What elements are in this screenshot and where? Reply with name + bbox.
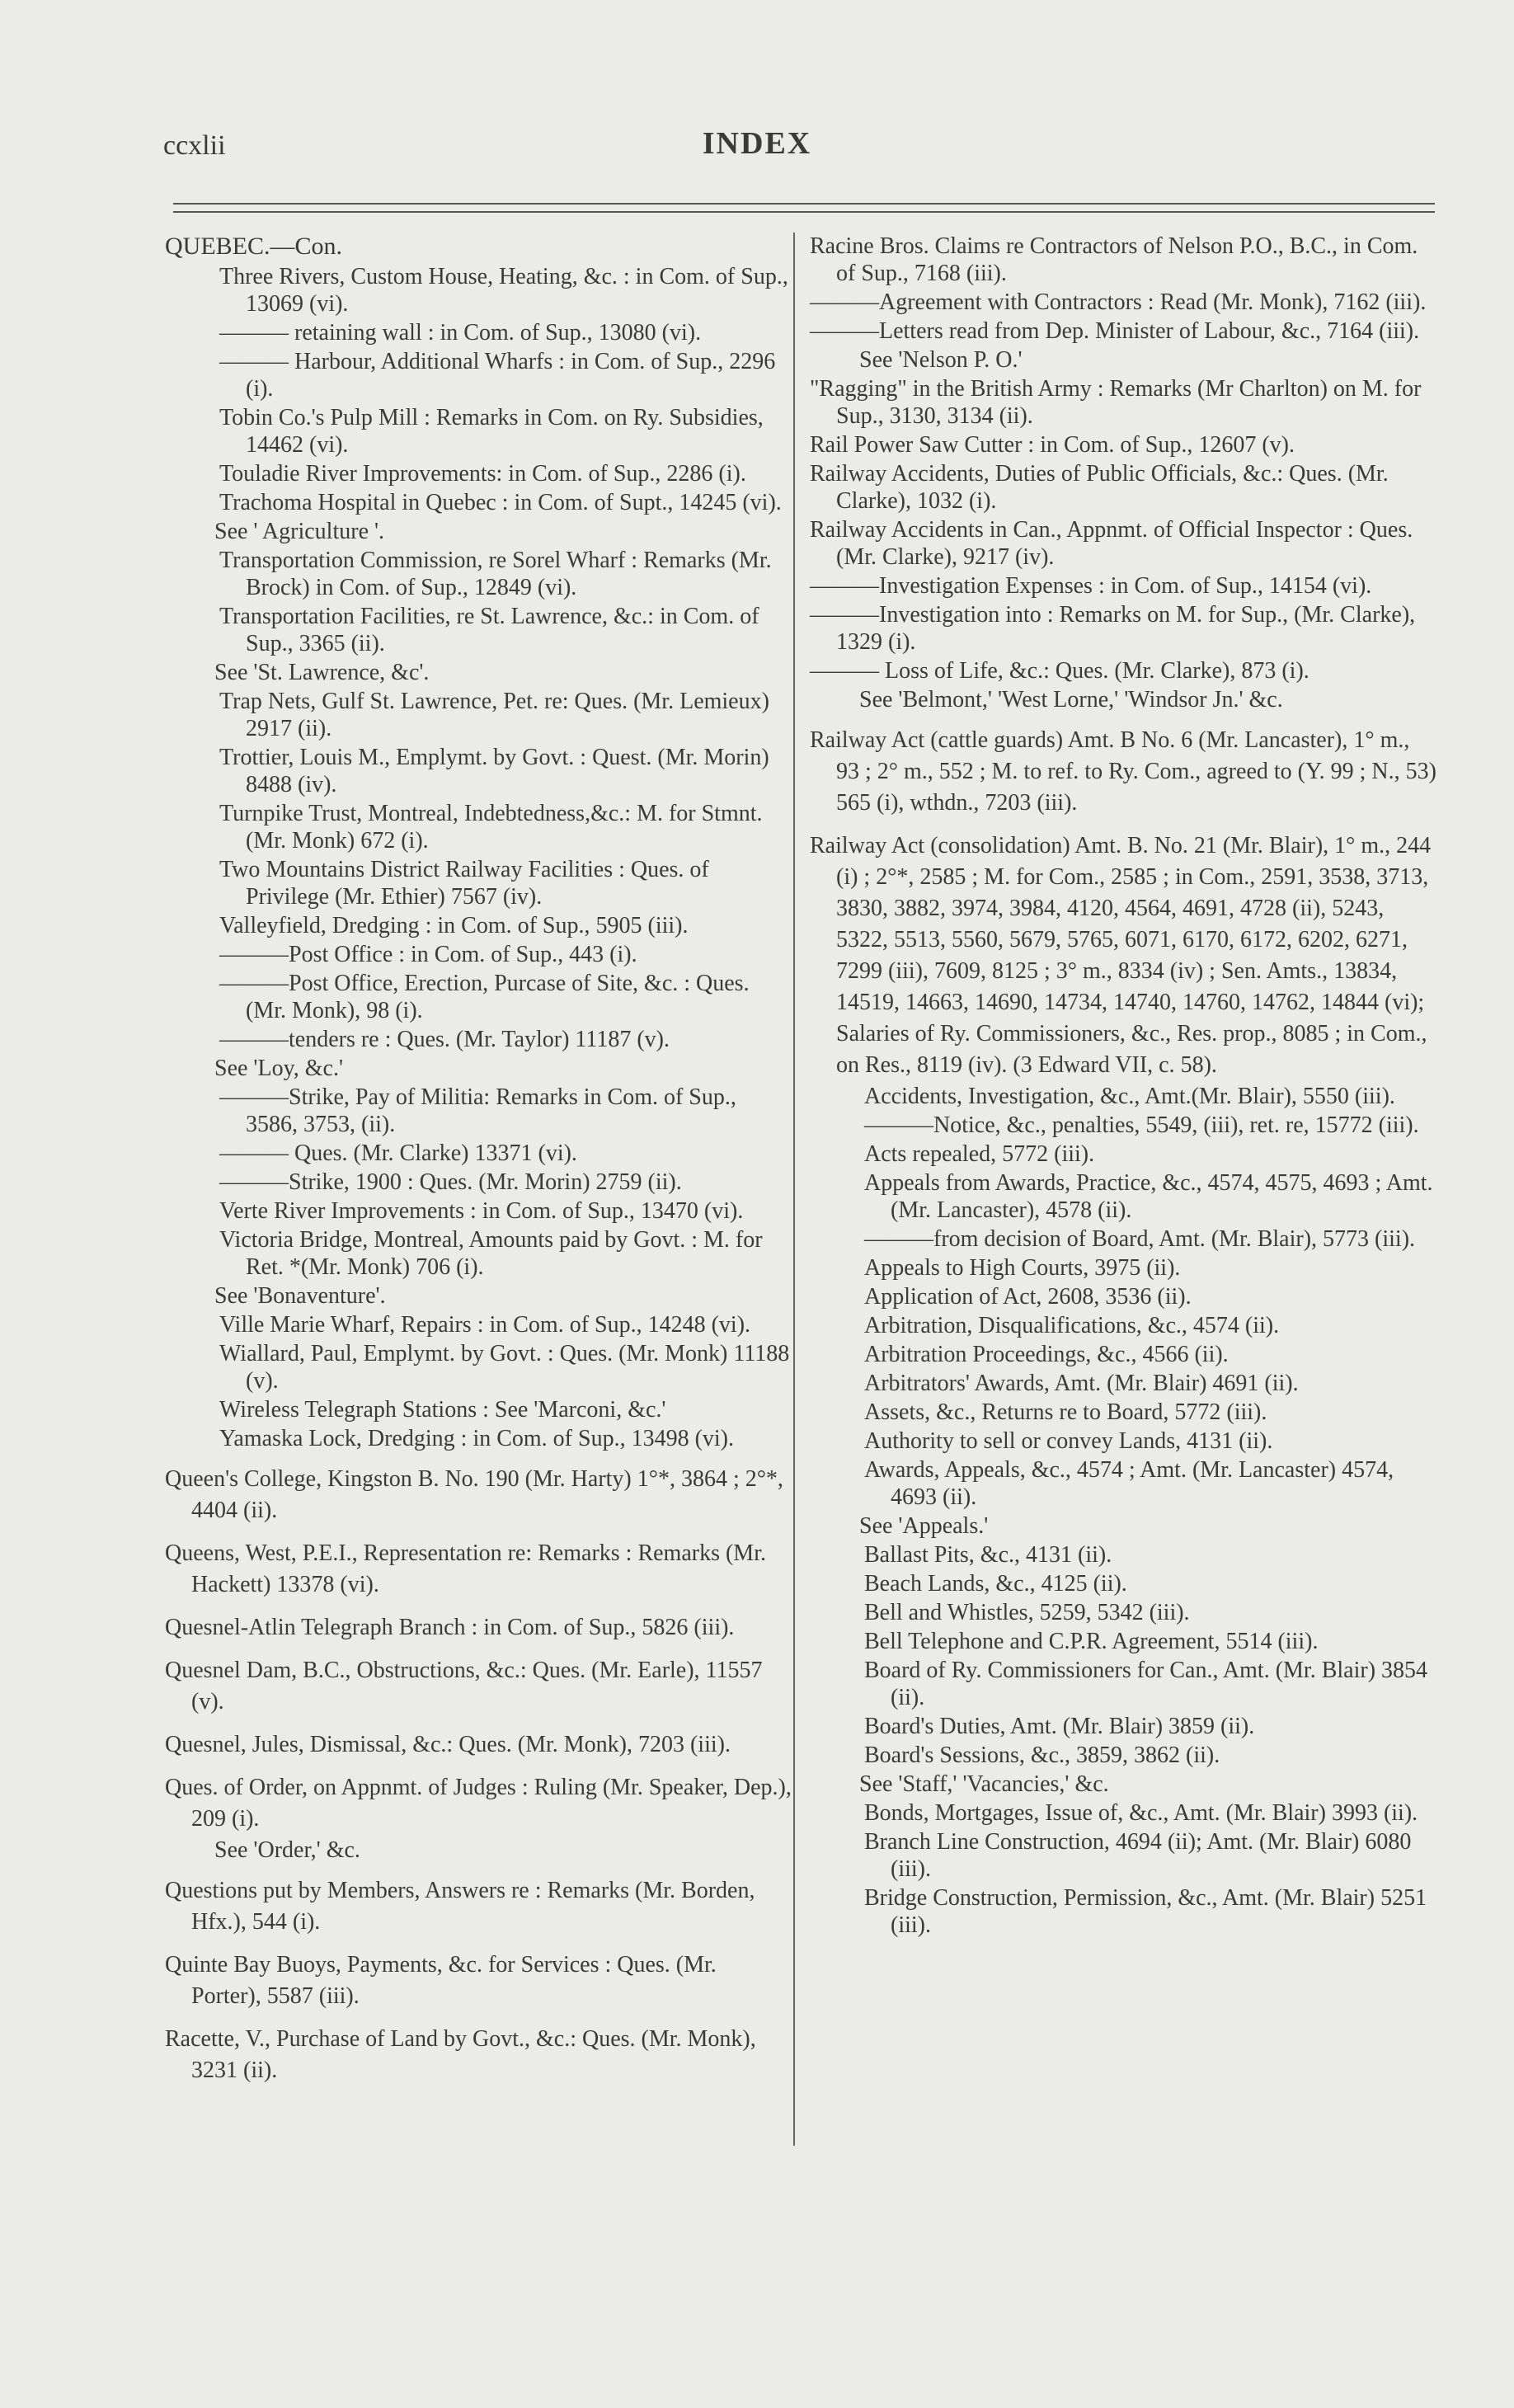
index-entry: ——— Harbour, Additional Wharfs : in Com. of Sup., 2296 (i).: [219, 349, 776, 402]
index-entry: See 'Belmont,' 'West Lorne,' 'Windsor Jn.' &c.: [859, 687, 1283, 713]
index-entry: Queens, West, P.E.I., Representation re: Remarks : Remarks (Mr. Hackett) 13378 (vi).: [165, 1540, 766, 1597]
index-entry: Awards, Appeals, &c., 4574 ; Amt. (Mr. Lancaster) 4574, 4693 (ii).: [864, 1457, 1394, 1510]
index-entry: Verte River Improvements : in Com. of Sup., 13470 (vi).: [219, 1198, 744, 1224]
index-entry: Arbitration Proceedings, &c., 4566 (ii).: [864, 1342, 1229, 1367]
index-entry: Quinte Bay Buoys, Payments, &c. for Services : Ques. (Mr. Porter), 5587 (iii).: [165, 1952, 717, 2009]
index-entry: Bonds, Mortgages, Issue of, &c., Amt. (Mr. Blair) 3993 (ii).: [864, 1800, 1418, 1826]
index-entry: Wiallard, Paul, Emplymt. by Govt. : Ques. (Mr. Monk) 11188 (v).: [219, 1341, 790, 1394]
index-entry: ———Post Office, Erection, Purcase of Site, &c. : Ques. (Mr. Monk), 98 (i).: [219, 971, 750, 1023]
index-entry: See 'Nelson P. O.': [859, 347, 1023, 373]
index-entry: Three Rivers, Custom House, Heating, &c. : in Com. of Sup., 13069 (vi).: [219, 264, 788, 317]
index-entry: Arbitration, Disqualifications, &c., 4574 (ii).: [864, 1313, 1280, 1338]
index-entry: "Ragging" in the British Army : Remarks (Mr Charlton) on M. for Sup., 3130, 3134 (ii).: [810, 376, 1422, 429]
index-entry: QUEBEC.—Con.: [165, 233, 343, 260]
index-entry: Turnpike Trust, Montreal, Indebtedness,&c.: M. for Stmnt. (Mr. Monk) 672 (i).: [219, 801, 763, 854]
index-entry: Branch Line Construction, 4694 (ii); Amt. (Mr. Blair) 6080 (iii).: [864, 1829, 1412, 1882]
index-entry: ———Letters read from Dep. Minister of Labour, &c., 7164 (iii).: [810, 318, 1420, 344]
index-entry: ——— Loss of Life, &c.: Ques. (Mr. Clarke), 873 (i).: [810, 658, 1309, 684]
index-entry: Transportation Commission, re Sorel Wharf : Remarks (Mr. Brock) in Com. of Sup., 12849 (vi).: [219, 548, 772, 600]
index-entry: Trachoma Hospital in Quebec : in Com. of Supt., 14245 (vi).: [219, 490, 782, 515]
index-entry: Wireless Telegraph Stations : See 'Marconi, &c.': [219, 1397, 666, 1423]
index-entry: See 'Bonaventure'.: [214, 1283, 386, 1309]
column-divider: [793, 233, 795, 2146]
index-entry: Yamaska Lock, Dredging : in Com. of Sup., 13498 (vi).: [219, 1426, 734, 1451]
index-entry: Trottier, Louis M., Emplymt. by Govt. : Quest. (Mr. Morin) 8488 (iv).: [219, 745, 769, 797]
index-entry: ———tenders re : Ques. (Mr. Taylor) 11187 (v).: [219, 1027, 670, 1052]
index-entry: Ques. of Order, on Appnmt. of Judges : Ruling (Mr. Speaker, Dep.), 209 (i).: [165, 1775, 792, 1832]
index-entry: Quesnel Dam, B.C., Obstructions, &c.: Ques. (Mr. Earle), 11557 (v).: [165, 1658, 763, 1714]
index-entry: ———Investigation Expenses : in Com. of Sup., 14154 (vi).: [810, 573, 1372, 599]
index-entry: Accidents, Investigation, &c., Amt.(Mr. Blair), 5550 (iii).: [864, 1084, 1395, 1109]
index-entry: Rail Power Saw Cutter : in Com. of Sup., 12607 (v).: [810, 432, 1295, 458]
index-entry: Valleyfield, Dredging : in Com. of Sup., 5905 (iii).: [219, 913, 689, 938]
index-entry: Questions put by Members, Answers re : Remarks (Mr. Borden, Hfx.), 544 (i).: [165, 1878, 755, 1935]
index-entry: Acts repealed, 5772 (iii).: [864, 1141, 1095, 1167]
index-entry: ———from decision of Board, Amt. (Mr. Blair), 5773 (iii).: [864, 1226, 1416, 1252]
index-entry: Quesnel, Jules, Dismissal, &c.: Ques. (Mr. Monk), 7203 (iii).: [165, 1732, 731, 1757]
index-entry: Arbitrators' Awards, Amt. (Mr. Blair) 4691 (ii).: [864, 1371, 1299, 1396]
index-entry: Board's Duties, Amt. (Mr. Blair) 3859 (ii).: [864, 1714, 1255, 1739]
index-entry: ———Agreement with Contractors : Read (Mr. Monk), 7162 (iii).: [810, 289, 1427, 315]
index-entry: ———Strike, Pay of Militia: Remarks in Com. of Sup., 3586, 3753, (ii).: [219, 1084, 736, 1137]
index-entry: Railway Act (consolidation) Amt. B. No. 21 (Mr. Blair), 1° m., 244 (i) ; 2°*, 2585 ; M. for Com., 2585 ; in Com., 2591, 3538, 3713, 3830, 3882, 3974, 3984, 4120, 4564, 4691, 4728 (ii), 5243, 5322, 5513, 5560, 5679, 5765, 6071, 6170, 6172, 6202, 6271, 7299 (iii), 7609, 8125 ; 3° m., 8334 (iv) ; Sen. Amts., 13834, 14519, 14663, 14690, 14734, 14740, 14760, 14762, 14844 (vi); Salaries of Ry. Commissioners, &c., Res. prop., 8085 ; in Com., on Res., 8119 (iv). (3 Edward VII, c. 58).: [810, 833, 1432, 1078]
index-entry: See 'Loy, &c.': [214, 1056, 344, 1081]
index-entry: Touladie River Improvements: in Com. of Sup., 2286 (i).: [219, 461, 746, 487]
index-entry: Two Mountains District Railway Facilities : Ques. of Privilege (Mr. Ethier) 7567 (iv).: [219, 857, 709, 910]
index-entry: ———Strike, 1900 : Ques. (Mr. Morin) 2759 (ii).: [219, 1169, 682, 1195]
index-entry: Appeals to High Courts, 3975 (ii).: [864, 1255, 1181, 1281]
index-entry: Racine Bros. Claims re Contractors of Nelson P.O., B.C., in Com. of Sup., 7168 (iii).: [810, 233, 1418, 286]
index-entry: Bridge Construction, Permission, &c., Amt. (Mr. Blair) 5251 (iii).: [864, 1885, 1427, 1938]
index-entry: Tobin Co.'s Pulp Mill : Remarks in Com. on Ry. Subsidies, 14462 (vi).: [219, 405, 764, 458]
right-column: [810, 233, 1436, 1940]
index-entry: Authority to sell or convey Lands, 4131 (ii).: [864, 1428, 1273, 1454]
index-entry: ———Investigation into : Remarks on M. for Sup., (Mr. Clarke), 1329 (i).: [810, 602, 1416, 655]
header-rule-bottom: [173, 211, 1435, 213]
index-entry: Ville Marie Wharf, Repairs : in Com. of Sup., 14248 (vi).: [219, 1312, 751, 1338]
index-entry: Railway Act (cattle guards) Amt. B No. 6 (Mr. Lancaster), 1° m., 93 ; 2° m., 552 ; M. to ref. to Ry. Com., agreed to (Y. 99 ; N., 53) 565 (i), wthdn., 7203 (iii).: [810, 727, 1436, 816]
index-entry: Ballast Pits, &c., 4131 (ii).: [864, 1542, 1112, 1568]
index-entry: Racette, V., Purchase of Land by Govt., &c.: Ques. (Mr. Monk), 3231 (ii).: [165, 2026, 756, 2083]
index-entry: Assets, &c., Returns re to Board, 5772 (iii).: [864, 1399, 1267, 1425]
index-entry: Board of Ry. Commissioners for Can., Amt. (Mr. Blair) 3854 (ii).: [864, 1658, 1428, 1710]
index-entry: See 'Staff,' 'Vacancies,' &c.: [859, 1771, 1109, 1797]
index-entry: Transportation Facilities, re St. Lawrence, &c.: in Com. of Sup., 3365 (ii).: [219, 604, 759, 656]
index-entry: Quesnel-Atlin Telegraph Branch : in Com. of Sup., 5826 (iii).: [165, 1615, 735, 1640]
left-column: [165, 233, 792, 2088]
index-entry: Application of Act, 2608, 3536 (ii).: [864, 1284, 1192, 1310]
index-entry: Bell and Whistles, 5259, 5342 (iii).: [864, 1600, 1190, 1625]
index-entry: ———Post Office : in Com. of Sup., 443 (i).: [219, 942, 637, 967]
index-entry: Railway Accidents, Duties of Public Officials, &c.: Ques. (Mr. Clarke), 1032 (i).: [810, 461, 1389, 514]
page-title: INDEX: [702, 126, 812, 161]
index-entry: Appeals from Awards, Practice, &c., 4574, 4575, 4693 ; Amt. (Mr. Lancaster), 4578 (ii).: [864, 1170, 1433, 1223]
index-entry: Victoria Bridge, Montreal, Amounts paid by Govt. : M. for Ret. *(Mr. Monk) 706 (i).: [219, 1227, 763, 1280]
index-entry: ——— Ques. (Mr. Clarke) 13371 (vi).: [219, 1141, 577, 1166]
index-entry: See 'Appeals.': [859, 1513, 989, 1539]
header-rule-top: [173, 203, 1435, 205]
index-entry: See 'St. Lawrence, &c'.: [214, 660, 430, 685]
index-entry: ———Notice, &c., penalties, 5549, (iii), ret. re, 15772 (iii).: [864, 1112, 1419, 1138]
index-entry: See 'Order,' &c.: [214, 1837, 360, 1863]
index-entry: Beach Lands, &c., 4125 (ii).: [864, 1571, 1127, 1597]
index-entry: See ' Agriculture '.: [214, 519, 385, 544]
index-entry: Queen's College, Kingston B. No. 190 (Mr. Harty) 1°*, 3864 ; 2°*, 4404 (ii).: [165, 1466, 783, 1523]
index-entry: Trap Nets, Gulf St. Lawrence, Pet. re: Ques. (Mr. Lemieux) 2917 (ii).: [219, 689, 769, 741]
index-entry: Board's Sessions, &c., 3859, 3862 (ii).: [864, 1743, 1220, 1768]
page-number: ccxlii: [163, 130, 226, 161]
index-entry: Bell Telephone and C.P.R. Agreement, 5514 (iii).: [864, 1629, 1319, 1654]
index-entry: Railway Accidents in Can., Appnmt. of Official Inspector : Ques. (Mr. Clarke), 9217 (iv).: [810, 517, 1413, 570]
index-entry: ——— retaining wall : in Com. of Sup., 13080 (vi).: [219, 320, 702, 346]
